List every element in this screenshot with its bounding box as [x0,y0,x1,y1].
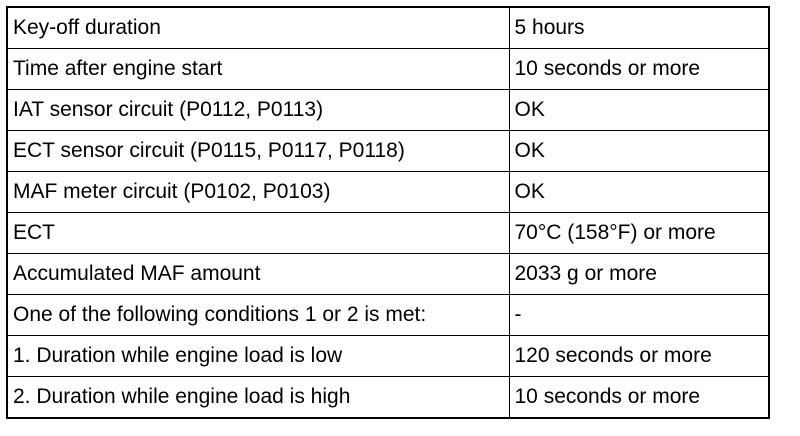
condition-item: 2. Duration while engine load is high [7,377,509,419]
table-row [7,254,769,295]
condition-value: 5 hours [509,7,769,49]
condition-value: 120 seconds or more [509,336,769,377]
table-row [7,90,769,131]
condition-item: Time after engine start [7,49,509,90]
condition-item: ECT sensor circuit (P0115, P0117, P0118) [7,131,509,172]
condition-value: - [509,295,769,336]
table-row [7,172,769,213]
condition-item: Key-off duration [7,7,509,49]
condition-value: 10 seconds or more [509,377,769,419]
condition-item: MAF meter circuit (P0102, P0103) [7,172,509,213]
condition-item: IAT sensor circuit (P0112, P0113) [7,90,509,131]
conditions-table [6,6,770,419]
condition-value: 2033 g or more [509,254,769,295]
table-row [7,131,769,172]
condition-value: 10 seconds or more [509,49,769,90]
table-row [7,336,769,377]
table-row [7,377,769,419]
condition-item: ECT [7,213,509,254]
condition-value: OK [509,90,769,131]
condition-value: OK [509,131,769,172]
condition-item: Accumulated MAF amount [7,254,509,295]
table-row [7,295,769,336]
condition-item: One of the following conditions 1 or 2 is met: [7,295,509,336]
table-row [7,49,769,90]
condition-value: OK [509,172,769,213]
condition-item: 1. Duration while engine load is low [7,336,509,377]
table-row [7,7,769,49]
table-row [7,213,769,254]
condition-value: 70°C (158°F) or more [509,213,769,254]
